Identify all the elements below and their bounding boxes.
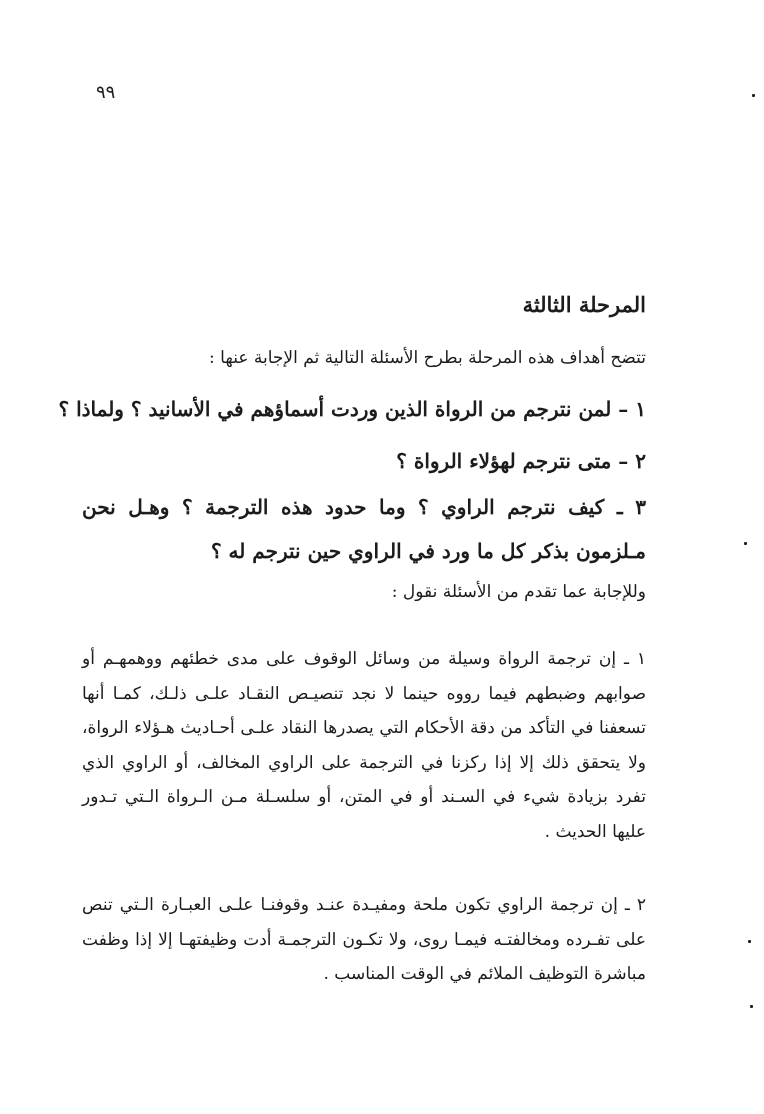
answer-lead: وللإجابة عما تقدم من الأسئلة نقول : <box>391 582 646 602</box>
section-intro: تتضح أهداف هذه المرحلة بطرح الأسئلة التالية ثم الإجابة عنها : <box>209 348 646 368</box>
paragraph-2: ٢ ـ إن ترجمة الراوي تكون ملحة ومفيـدة عنـد وقوفنـا علـى العبـارة الـتي تنص على تفـرده ومخالفتـه فيمـا روى، ولا تكـون الترجمـة أدت وظيفتهـا إلا إذا وظفت مباشرة التوظيف الملائم في الوقت المناسب . <box>82 895 646 984</box>
question-3: ٣ ـ كيف نترجم الراوي ؟ وما حدود هذه الترجمة ؟ وهـل نحن مـلزمون بذكر كل ما ورد في الراوي حين نترجم له ؟ <box>82 495 646 563</box>
paragraph-1: ١ ـ إن ترجمة الرواة وسيلة من وسائل الوقوف على مدى خطئهم ووهمهـم أو صوابهم وضبطهم فيما رووه حينما لا نجد تنصيـص النقـاد علـى ذلـك، كمـا أنها تسعفنا في التأكد من دقة الأحكام التي يصدرها النقاد علـى أحـاديث هـؤلاء الرواة، ولا يتحقق ذلك إلا إذا ركزنا في الترجمة على الراوي المخالف، أو الراوي الذي تفرد بزيادة شيء في السـند أو في المتن، أو سلسـلة مـن الـرواة الـتي تـدور عليها الحديث . <box>82 649 646 842</box>
margin-mark <box>744 542 747 545</box>
question-1: ١ – لمن نترجم من الرواة الذين وردت أسماؤهم في الأسانيد ؟ ولماذا ؟ <box>58 397 646 421</box>
question-2: ٢ – متى نترجم لهؤلاء الرواة ؟ <box>396 449 646 473</box>
section-heading: المرحلة الثالثة <box>522 292 646 317</box>
page-number: ٩٩ <box>96 82 116 103</box>
margin-mark <box>750 1005 753 1008</box>
margin-mark <box>748 940 751 943</box>
margin-mark <box>752 94 755 97</box>
